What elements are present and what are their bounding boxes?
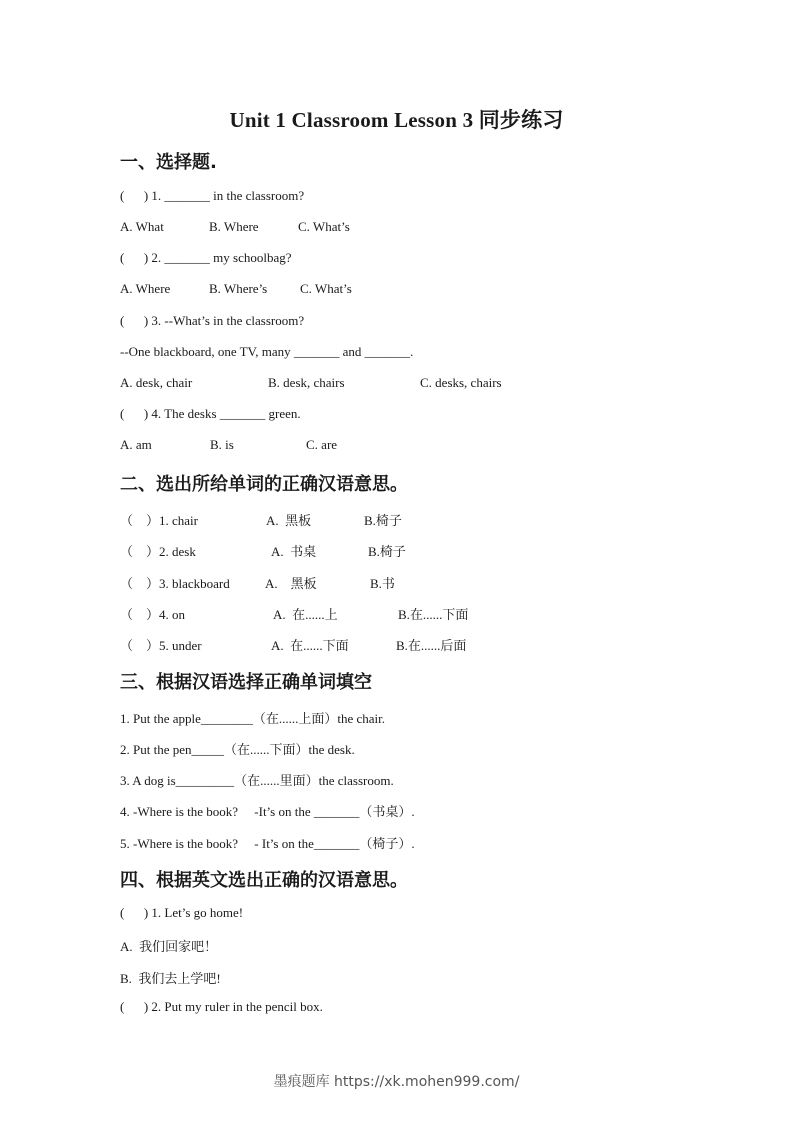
translation-question-1: ( ) 1. Let’s go home! xyxy=(120,905,244,920)
question-3: ( ) 3. --What’s in the classroom? xyxy=(120,313,305,328)
vocab-item-question: （ ）3. blackboard xyxy=(120,576,230,591)
section1-heading: 一、选择题. xyxy=(120,152,217,173)
fill-in-item: 2. Put the pen_____（在......下面）the desk. xyxy=(120,742,355,757)
q1-option-a: A. What xyxy=(120,219,164,234)
question-3-dialogue: --One blackboard, one TV, many _______ and _______. xyxy=(120,344,414,359)
fill-in-item: 5. -Where is the book? - It’s on the_______（椅子）. xyxy=(120,836,415,851)
vocab-item-option-a: A. 黑板 xyxy=(265,576,317,591)
vocab-item-option-a: A. 在......上 xyxy=(273,607,338,622)
vocab-item-option-b: B.书 xyxy=(370,576,395,591)
q1-option-c: C. What’s xyxy=(298,219,350,234)
section4-heading: 四、根据英文选出正确的汉语意思。 xyxy=(120,870,408,891)
vocab-item-question: （ ）5. under xyxy=(120,638,202,653)
vocab-item-option-b: B.椅子 xyxy=(364,513,402,528)
q4-option-c: C. are xyxy=(306,437,338,452)
vocab-item-option-a: A. 书桌 xyxy=(271,544,317,559)
q4-option-b: B. is xyxy=(210,437,234,452)
vocab-item-option-a: A. 在......下面 xyxy=(271,638,349,653)
q2-option-b: B. Where’s xyxy=(209,281,268,296)
vocab-item-option-b: B.椅子 xyxy=(368,544,406,559)
question-2: ( ) 2. _______ my schoolbag? xyxy=(120,250,292,265)
q3-option-c: C. desks, chairs xyxy=(420,375,502,390)
question-1: ( ) 1. _______ in the classroom? xyxy=(120,188,305,203)
vocab-item-question: （ ）4. on xyxy=(120,607,186,622)
q4-option-a: A. am xyxy=(120,437,152,452)
translation-option-a: A. 我们回家吧！ xyxy=(120,939,218,954)
section3-heading: 三、根据汉语选择正确单词填空 xyxy=(120,672,372,693)
translation-question-2: ( ) 2. Put my ruler in the pencil box. xyxy=(120,999,323,1014)
vocab-item-option-b: B.在......下面 xyxy=(398,607,469,622)
translation-option-b: B. 我们去上学吧! xyxy=(120,971,221,986)
fill-in-item: 4. -Where is the book? -It’s on the _______（书桌）. xyxy=(120,804,415,819)
fill-in-item: 3. A dog is_________（在......里面）the classroom. xyxy=(120,773,394,788)
worksheet-title: Unit 1 Classroom Lesson 3 同步练习 xyxy=(229,108,564,132)
question-4: ( ) 4. The desks _______ green. xyxy=(120,406,301,421)
fill-in-item: 1. Put the apple________（在......上面）the chair. xyxy=(120,711,386,726)
vocab-item-option-a: A. 黑板 xyxy=(266,513,312,528)
vocab-item-question: （ ）2. desk xyxy=(120,544,196,559)
vocab-item-option-b: B.在......后面 xyxy=(396,638,467,653)
q2-option-c: C. What’s xyxy=(300,281,352,296)
section2-heading: 二、选出所给单词的正确汉语意思。 xyxy=(120,474,408,495)
q3-option-a: A. desk, chair xyxy=(120,375,193,390)
q1-option-b: B. Where xyxy=(209,219,259,234)
footer-watermark: 墨痕题库 https://xk.mohen999.com/ xyxy=(273,1074,520,1090)
q3-option-b: B. desk, chairs xyxy=(268,375,345,390)
vocab-item-question: （ ）1. chair xyxy=(120,513,198,528)
q2-option-a: A. Where xyxy=(120,281,171,296)
